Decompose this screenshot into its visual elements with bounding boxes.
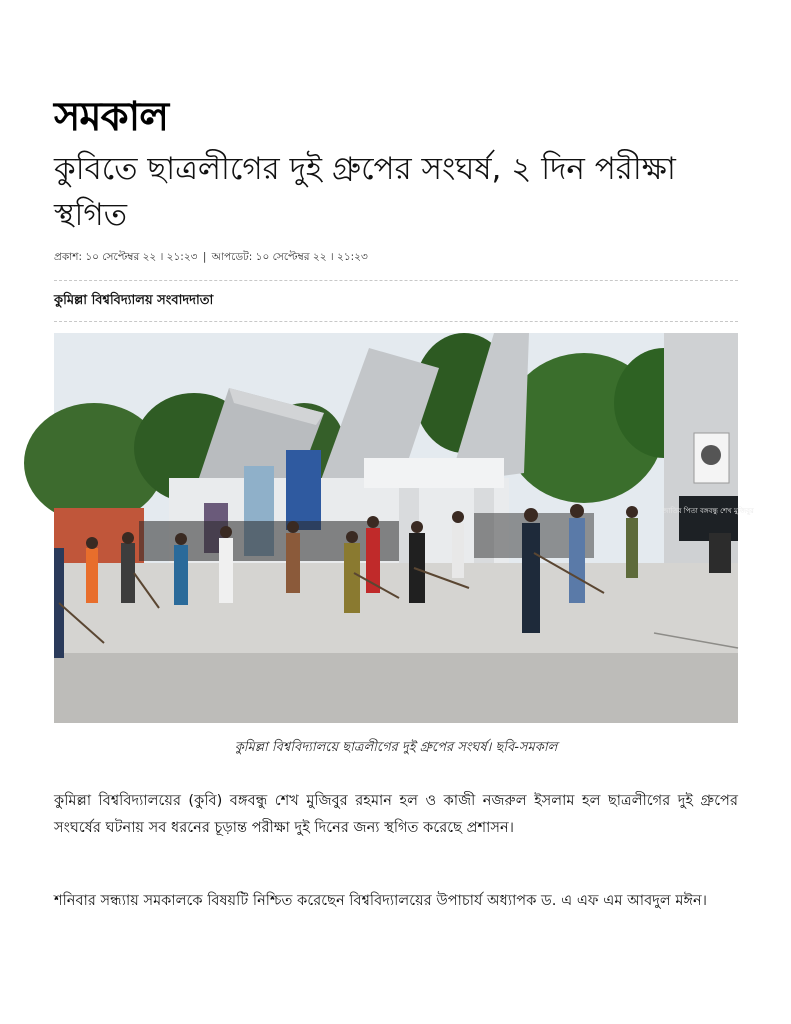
road bbox=[54, 653, 738, 723]
photo-caption: কুমিল্লা বিশ্ববিদ্যালয়ে ছাত্রলীগের দুই গ্রুপের সংঘর্ষ। ছবি-সমকাল bbox=[234, 740, 558, 755]
published-time: প্রকাশ: ১০ সেপ্টেম্বর ২২ । ২১:২৩ bbox=[54, 251, 198, 263]
reporter-byline: কুমিল্লা বিশ্ববিদ্যালয় সংবাদদাতা bbox=[54, 293, 214, 308]
divider-top bbox=[54, 280, 738, 281]
sign-text: জাতির পিতা বঙ্গবন্ধু শেখ মুজিবুর bbox=[662, 507, 754, 515]
divider-bottom bbox=[54, 321, 738, 322]
portrait-head bbox=[701, 445, 721, 465]
article-meta bbox=[54, 250, 368, 267]
masthead-logo[interactable]: সমকাল bbox=[54, 93, 169, 140]
photo-scene bbox=[54, 333, 754, 723]
gate-building bbox=[364, 458, 504, 488]
article-headline: কুবিতে ছাত্রলীগের দুই গ্রুপের সংঘর্ষ, ২ দিন পরীক্ষা স্থগিত bbox=[54, 151, 676, 233]
updated-time: আপডেট: ১০ সেপ্টেম্বর ২২ । ২১:২৩ bbox=[211, 251, 368, 263]
body-paragraph: শনিবার সন্ধ্যায় সমকালকে বিষয়টি নিশ্চিত করেছেন বিশ্ববিদ্যালয়ের উপাচার্য অধ্যাপক ড. এ এফ এম আবদুল মঈন। bbox=[54, 892, 707, 909]
banner bbox=[286, 450, 321, 530]
article-photo bbox=[54, 333, 754, 723]
meta-separator: | bbox=[202, 251, 207, 263]
scooter bbox=[709, 533, 731, 573]
body-paragraph: কুমিল্লা বিশ্ববিদ্যালয়ের (কুবি) বঙ্গবন্ধু শেখ মুজিবুর রহমান হল ও কাজী নজরুল ইসলাম হল ছাত্রলীগের দুই গ্রুপের সংঘর্ষের ঘটনায় সব ধরনের চূড়ান্ত পরীক্ষা দুই দিনের জন্য স্থগিত করেছে প্রশাসন। bbox=[54, 792, 738, 836]
